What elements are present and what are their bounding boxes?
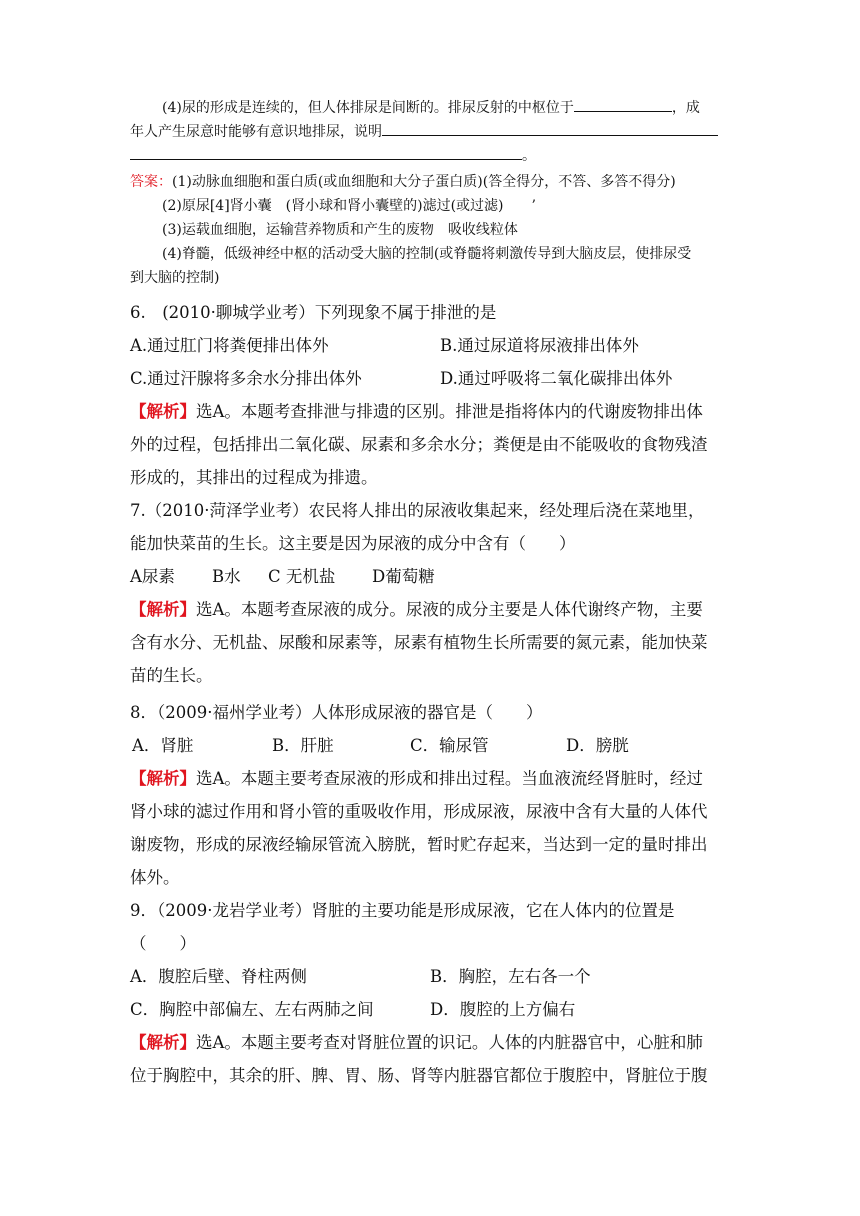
q9-options-row-1 [130,960,734,993]
q8-analysis-line-1: 【解析】选A。本题主要考查尿液的形成和排出过程。当血液流经肾脏时，经过 [130,769,703,788]
q7-stem-line-1: 7.（2010·菏泽学业考）农民将人排出的尿液收集起来，经处理后浇在菜地里， [130,501,705,520]
answer-line-4: (4)脊髓，低级神经中枢的活动受大脑的控制(或脊髓将刺激传导到大脑皮层，使排尿受 [162,246,692,262]
q8-option-c: C．输尿管 [410,736,489,755]
answer-label: 答案： [130,174,172,190]
q8-stem: 8．（2009·福州学业考）人体形成尿液的器官是（ ） [130,703,543,722]
analysis-label: 【解析】 [130,1033,196,1052]
q9-analysis-line-1: 【解析】选A。本题主要考查对肾脏位置的识记。人体的内脏器官中，心脏和肺 [130,1033,703,1052]
q6-options-row-1 [130,329,734,362]
blank-line [574,97,672,112]
q9-option-a: A．腹腔后壁、脊柱两侧 [130,967,307,986]
answer-line-5: 到大脑的控制) [130,270,220,286]
analysis-label: 【解析】 [130,769,196,788]
blank-line [130,145,522,160]
q9-stem-line-1: 9．（2009·龙岩学业考）肾脏的主要功能是形成尿液，它在人体内的位置是 [130,901,675,920]
document-page [130,96,734,1092]
q7-stem-line-2: 能加快菜苗的生长。这主要是因为尿液的成分中含有（ ） [130,534,576,553]
analysis-label: 【解析】 [130,402,196,421]
q9-stem-line-2: （ ） [130,934,196,953]
q7-option-c: C 无机盐 [268,567,336,586]
q9-option-c: C．胸腔中部偏左、左右两肺之间 [130,1000,374,1019]
q4-line3: 。 [130,144,734,168]
q7-options [130,560,734,593]
q7-option-d: D葡萄糖 [372,567,435,586]
q6-analysis-line-2: 外的过程，包括排出二氧化碳、尿素和多余水分；粪便是由不能吸收的食物残渣 [130,435,708,454]
question-7 [130,494,734,692]
q9-options-row-2 [130,993,734,1026]
blank-line [382,121,718,136]
q9-analysis-line-2: 位于胸腔中，其余的肝、脾、胃、肠、肾等内脏器官都位于腹腔中，肾脏位于腹 [130,1066,708,1085]
question-8 [130,696,734,894]
q6-analysis-line-1: 【解析】选A。本题考查排泄与排遗的区别。排泄是指将体内的代谢废物排出体 [130,402,703,421]
q6-options-row-2 [130,362,734,395]
question-9 [130,894,734,1092]
q7-analysis-line-3: 苗的生长。 [130,666,213,685]
q8-analysis-line-4: 体外。 [130,868,180,887]
q7-analysis-line-1: 【解析】选A。本题考查尿液的成分。尿液的成分主要是人体代谢终产物，主要 [130,600,703,619]
q6-option-d: D.通过呼吸将二氧化碳排出体外 [440,369,673,388]
q6-option-a: A.通过肛门将粪便排出体外 [130,336,329,355]
q8-option-a: A．肾脏 [132,736,194,755]
question-6 [130,296,734,494]
q7-option-b: B水 [212,567,241,586]
q8-analysis-line-3: 谢废物，形成的尿液经输尿管流入膀胱，暂时贮存起来，当达到一定的量时排出 [130,835,708,854]
q4-line1: (4)尿的形成是连续的，但人体排尿是间断的。排尿反射的中枢位于 ，成 [130,96,734,120]
q8-option-b: B．肝脏 [272,736,334,755]
q8-analysis-line-2: 肾小球的滤过作用和肾小管的重吸收作用，形成尿液，尿液中含有大量的人体代 [130,802,708,821]
answer-block [130,170,734,290]
answer-line-1: 答案：(1)动脉血细胞和蛋白质(或血细胞和大分子蛋白质)(答全得分，不答、多答不得分) [130,174,676,190]
answer-line-3: (3)运载血细胞，运输营养物质和产生的废物 吸收线粒体 [162,222,518,238]
q6-stem: 6. (2010·聊城学业考）下列现象不属于排泄的是 [130,303,497,322]
q6-analysis-line-3: 形成的，其排出的过程成为排遗。 [130,468,378,487]
q6-option-b: B.通过尿道将尿液排出体外 [440,336,639,355]
q7-analysis-line-2: 含有水分、无机盐、尿酸和尿素等，尿素有植物生长所需要的氮元素，能加快菜 [130,633,708,652]
q9-option-b: B．胸腔，左右各一个 [430,967,591,986]
analysis-label: 【解析】 [130,600,196,619]
question-4-part [130,96,734,168]
q8-option-d: D．膀胱 [566,736,629,755]
answer-line-2: (2)原尿[4]肾小囊 (肾小球和肾小囊壁的)滤过(或过滤) ’ [162,198,536,214]
q8-options [130,729,734,762]
q4-line2: 年人产生尿意时能够有意识地排尿，说明 [130,120,734,144]
q7-option-a: A尿素 [130,567,175,586]
q9-option-d: D．腹腔的上方偏右 [430,1000,576,1019]
q6-option-c: C.通过汗腺将多余水分排出体外 [130,369,362,388]
